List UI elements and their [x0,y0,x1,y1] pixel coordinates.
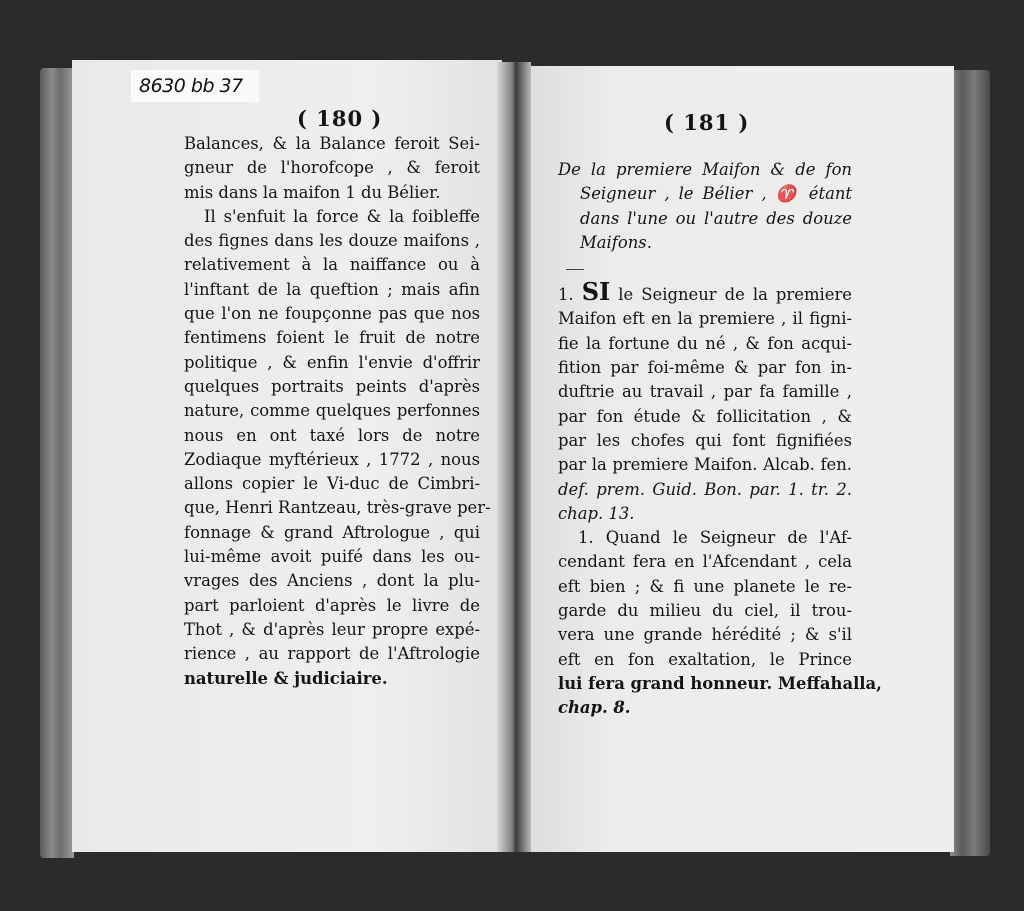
paragraph-number: 1. [558,285,574,305]
right-page-edges [950,70,990,856]
left-page-edges [40,68,74,858]
text-line: lui fera grand honneur. Meffahalla, [558,673,882,693]
book-gutter [497,62,531,852]
text-line: Il s'enfuit la force & la foibleffe [204,206,480,226]
text-line: par la premiere Maifon. Alcab. fen. [558,455,852,475]
separator-rule [566,269,584,270]
text-line: def. prem. Guid. Bon. par. 1. tr. 2. [558,479,852,499]
text-line: fonnage & grand Aftrologue , qui [184,522,480,542]
page-number-180: ( 180 ) [297,106,383,131]
text-line: eft en fon exaltation, le Prince [558,649,852,669]
text-line: cendant fera en l'Afcendant , cela [558,552,852,572]
text-line: que l'on ne foupçonne pas que nos [184,304,480,324]
text-line: par les chofes qui font fignifiées [558,430,852,450]
text-line [558,277,852,307]
text-line: rience , au rapport de l'Aftrologie [184,644,480,664]
shelfmark-label: 8630 bb 37 [131,70,259,102]
text-line: vera une grande hérédité ; & s'il [558,625,852,645]
text-line: naturelle & judiciaire. [184,668,388,688]
section-heading [558,158,852,255]
text-line: fition par foi-même & par fon in- [558,358,852,378]
text-line: gneur de l'horofcope , & feroit [184,158,480,178]
text-line: Maifon eft en la premiere , il figni- [558,309,852,329]
text-line: lui-même avoit puifé dans les ou- [184,547,480,567]
text-line: duftrie au travail , par fa famille , [558,382,852,402]
text-line: Balances, & la Balance feroit Sei- [184,134,480,153]
text-line-rest: le Seigneur de la premiere [618,285,852,305]
left-page [72,60,502,852]
text-line: l'inftant de la queftion ; mais afin [184,279,480,299]
heading-line: dans l'une ou l'autre des douze [580,208,852,228]
text-line: garde du milieu du ciel, il trou- [558,601,852,621]
text-line: politique , & enfin l'envie d'offrir [184,352,480,372]
heading-line: Seigneur , le Bélier , ♈ étant [580,184,852,204]
text-line: fie la fortune du né , & fon acqui- [558,333,852,353]
text-line: que, Henri Rantzeau, très-grave per- [184,498,491,518]
text-line: quelques portraits peints d'après [184,376,480,396]
page-number-181: ( 181 ) [664,110,750,135]
initial-letters: SI [581,277,611,307]
left-page-text [184,132,491,691]
text-line: relativement à la naiffance ou à [184,255,480,275]
text-line: 1. Quand le Seigneur de l'Af- [578,528,852,548]
text-line: nous en ont taxé lors de notre [184,425,480,445]
text-line: des fignes dans les douze maifons , [184,231,480,251]
right-page-text [558,158,882,721]
text-line: vrages des Anciens , dont la plu- [184,571,480,591]
text-line: chap. 8. [558,698,631,718]
text-line: chap. 13. [558,503,635,523]
text-line: Zodiaque myftérieux , 1772 , nous [184,449,480,469]
heading-line: Maifons. [580,232,652,252]
text-line: par fon étude & follicitation , & [558,406,852,426]
text-line: fentimens foient le fruit de notre [184,328,480,348]
text-line: nature, comme quelques perfonnes [184,401,480,421]
text-line: part parloient d'après le livre de [184,595,480,615]
text-line: Thot , & d'après leur propre expé- [184,619,480,639]
right-page [524,66,954,852]
text-line: mis dans la maifon 1 du Bélier. [184,182,441,202]
text-line: eft bien ; & fi une planete le re- [558,576,852,596]
text-line: allons copier le Vi-duc de Cimbri- [184,474,480,494]
heading-line: De la premiere Maifon & de fon [558,160,852,179]
